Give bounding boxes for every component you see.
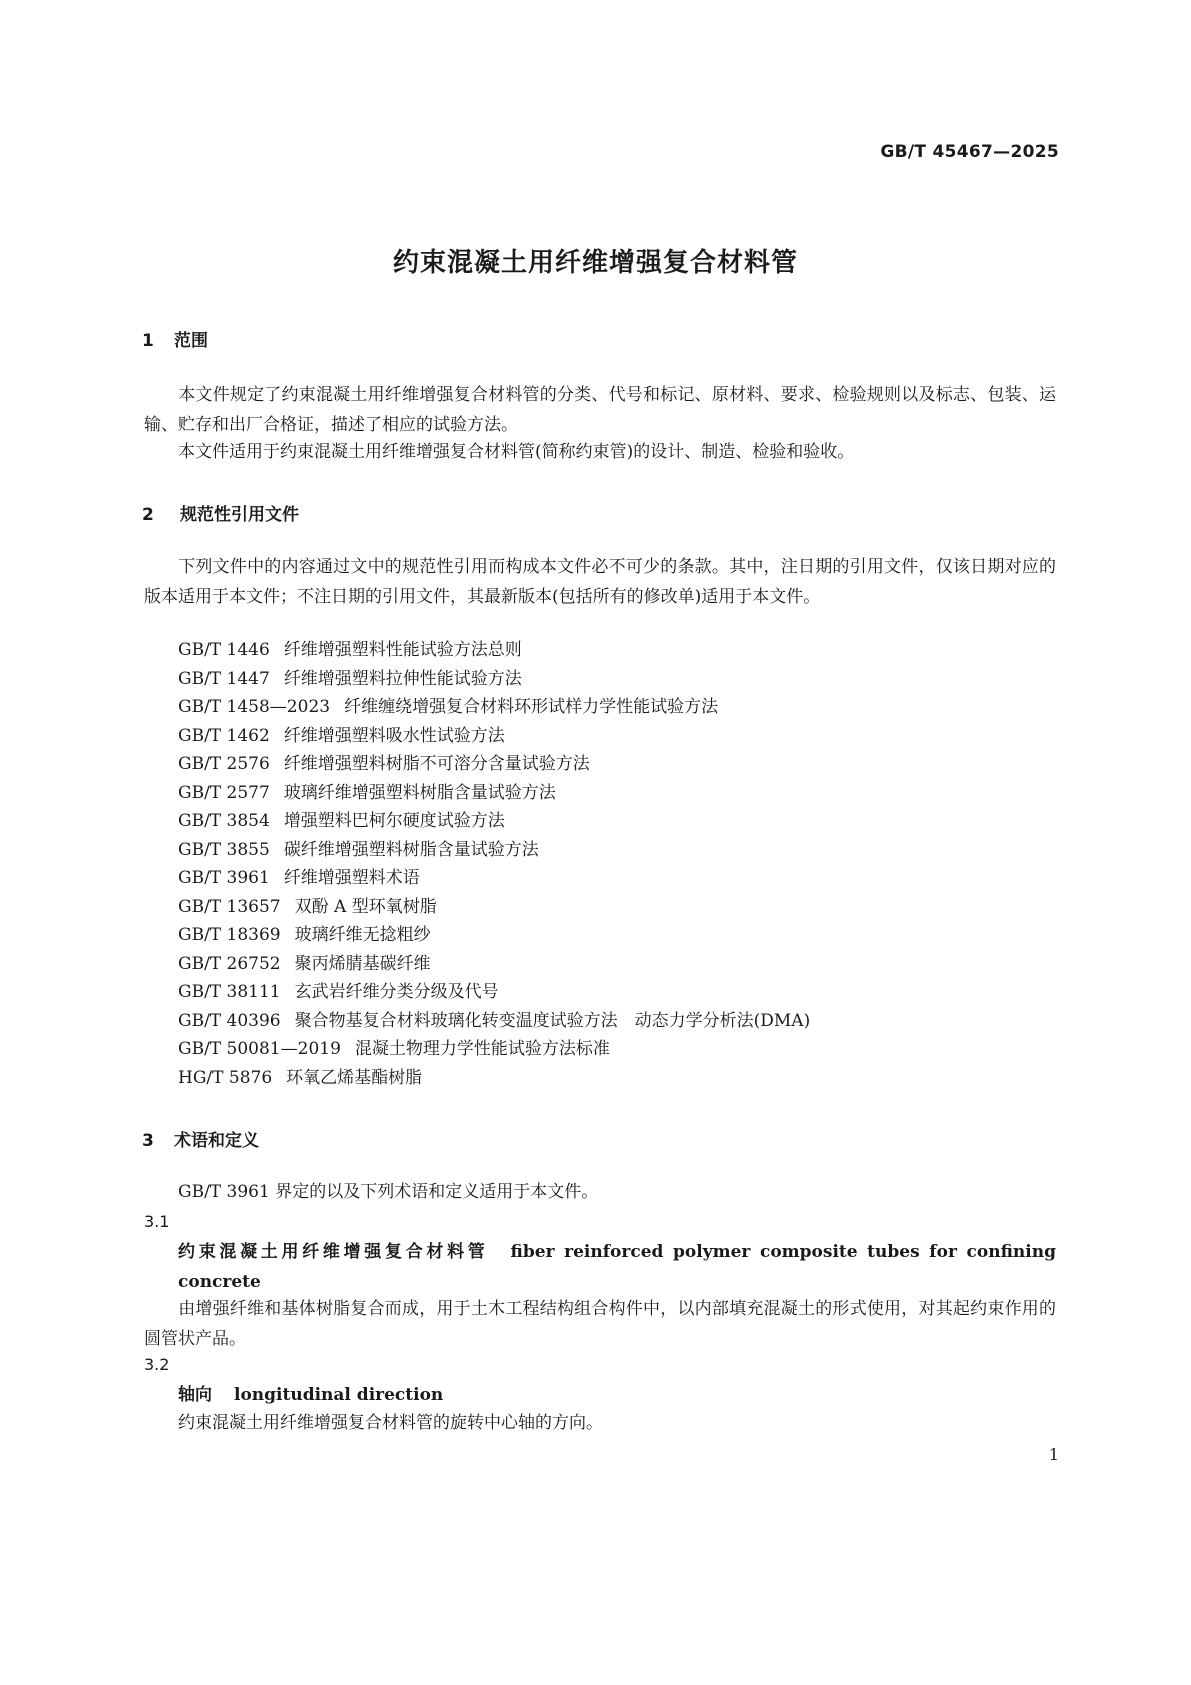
term-entry	[178, 1237, 1056, 1297]
reference-item	[178, 779, 810, 808]
reference-code: GB/T 50081—2019	[178, 1039, 341, 1059]
reference-list	[178, 636, 810, 1092]
term-definition	[144, 1408, 1056, 1438]
intro-text: 下列文件中的内容通过文中的规范性引用而构成本文件必不可少的条款。其中，注日期的引用文件，仅该日期对应的版本适用于本文件；不注日期的引用文件，其最新版本(包括所有的修改单)适用于本文件。	[144, 557, 1056, 607]
page-number: 1	[1048, 1445, 1059, 1464]
reference-code: GB/T 26752	[178, 953, 281, 974]
reference-code: GB/T 2576	[178, 754, 270, 774]
term-number: 3.2	[144, 1355, 170, 1374]
reference-code: GB/T 1447	[178, 668, 270, 689]
definition-text: 由增强纤维和基体树脂复合而成，用于土木工程结构组合构件中，以内部填充混凝土的形式使用，对其起约束作用的圆管状产品。	[144, 1299, 1056, 1349]
term-definition	[144, 1294, 1056, 1354]
document-code: GB/T 45467—2025	[880, 142, 1059, 162]
reference-code: GB/T 3855	[178, 839, 270, 860]
reference-item	[178, 750, 810, 779]
reference-title: 玄武岩纤维分类分级及代号	[294, 982, 499, 1002]
reference-code: GB/T 1462	[178, 725, 270, 746]
reference-title: 聚丙烯腈基碳纤维	[294, 953, 431, 974]
reference-item	[178, 636, 810, 665]
reference-item	[178, 921, 810, 950]
reference-item	[178, 665, 810, 694]
reference-title: 纤维缠绕增强复合材料环形试样力学性能试验方法	[344, 697, 719, 717]
intro-text: GB/T 3961 界定的以及下列术语和定义适用于本文件。	[178, 1182, 599, 1202]
reference-item	[178, 807, 810, 836]
reference-code: GB/T 1446	[178, 640, 270, 660]
reference-title: 玻璃纤维增强塑料树脂含量试验方法	[283, 782, 556, 803]
normative-references-intro	[144, 552, 1056, 612]
reference-item	[178, 864, 810, 893]
terms-intro	[144, 1177, 1056, 1207]
term-en: fiber reinforced polymer composite tubes for confining concrete	[178, 1242, 1056, 1292]
reference-item	[178, 836, 810, 865]
reference-item	[178, 693, 810, 722]
reference-code: GB/T 3961	[178, 868, 270, 888]
reference-code: GB/T 38111	[178, 982, 281, 1002]
scope-paragraph-1	[144, 380, 1056, 440]
term-entry	[178, 1380, 1056, 1410]
section-number: 2	[142, 505, 154, 525]
definition-text: 约束混凝土用纤维增强复合材料管的旋转中心轴的方向。	[178, 1413, 603, 1433]
reference-item	[178, 1064, 810, 1093]
scope-paragraph-2	[144, 437, 1056, 467]
term-zh: 约束混凝土用纤维增强复合材料管	[178, 1242, 489, 1262]
section-title: 术语和定义	[174, 1131, 259, 1151]
reference-item	[178, 893, 810, 922]
reference-code: HG/T 5876	[178, 1067, 273, 1088]
reference-title: 增强塑料巴柯尔硬度试验方法	[283, 811, 505, 831]
reference-title: 聚合物基复合材料玻璃化转变温度试验方法 动态力学分析法(DMA)	[294, 1010, 811, 1031]
reference-title: 纤维增强塑料拉伸性能试验方法	[283, 668, 522, 689]
reference-code: GB/T 1458—2023	[178, 697, 331, 717]
reference-title: 混凝土物理力学性能试验方法标准	[354, 1039, 610, 1059]
reference-title: 玻璃纤维无捻粗纱	[294, 925, 431, 945]
reference-title: 双酚 A 型环氧树脂	[294, 896, 437, 917]
reference-item	[178, 950, 810, 979]
reference-code: GB/T 2577	[178, 782, 270, 803]
reference-code: GB/T 18369	[178, 925, 281, 945]
term-zh: 轴向	[178, 1385, 212, 1405]
reference-item	[178, 722, 810, 751]
reference-title: 纤维增强塑料性能试验方法总则	[283, 640, 522, 660]
term-en: longitudinal direction	[234, 1385, 444, 1405]
scope-text-1: 本文件规定了约束混凝土用纤维增强复合材料管的分类、代号和标记、原材料、要求、检验规则以及标志、包装、运输、贮存和出厂合格证，描述了相应的试验方法。	[144, 385, 1056, 435]
section-2-heading	[142, 500, 299, 525]
section-title: 规范性引用文件	[180, 505, 299, 525]
reference-title: 碳纤维增强塑料树脂含量试验方法	[283, 839, 539, 860]
document-title: 约束混凝土用纤维增强复合材料管	[392, 248, 798, 278]
reference-code: GB/T 3854	[178, 811, 270, 831]
reference-title: 纤维增强塑料术语	[283, 868, 420, 888]
reference-title: 纤维增强塑料树脂不可溶分含量试验方法	[283, 754, 590, 774]
reference-item	[178, 978, 810, 1007]
scope-text-2: 本文件适用于约束混凝土用纤维增强复合材料管(简称约束管)的设计、制造、检验和验收。	[178, 442, 855, 462]
section-number: 1	[142, 331, 154, 351]
reference-code: GB/T 13657	[178, 896, 281, 917]
section-3-heading	[142, 1126, 259, 1151]
reference-item	[178, 1007, 810, 1036]
section-title: 范围	[174, 331, 208, 351]
section-number: 3	[142, 1131, 154, 1151]
term-number: 3.1	[144, 1212, 170, 1231]
section-1-heading	[142, 326, 208, 351]
reference-code: GB/T 40396	[178, 1010, 281, 1031]
reference-title: 纤维增强塑料吸水性试验方法	[283, 725, 505, 746]
reference-item	[178, 1035, 810, 1064]
reference-title: 环氧乙烯基酯树脂	[286, 1067, 423, 1088]
